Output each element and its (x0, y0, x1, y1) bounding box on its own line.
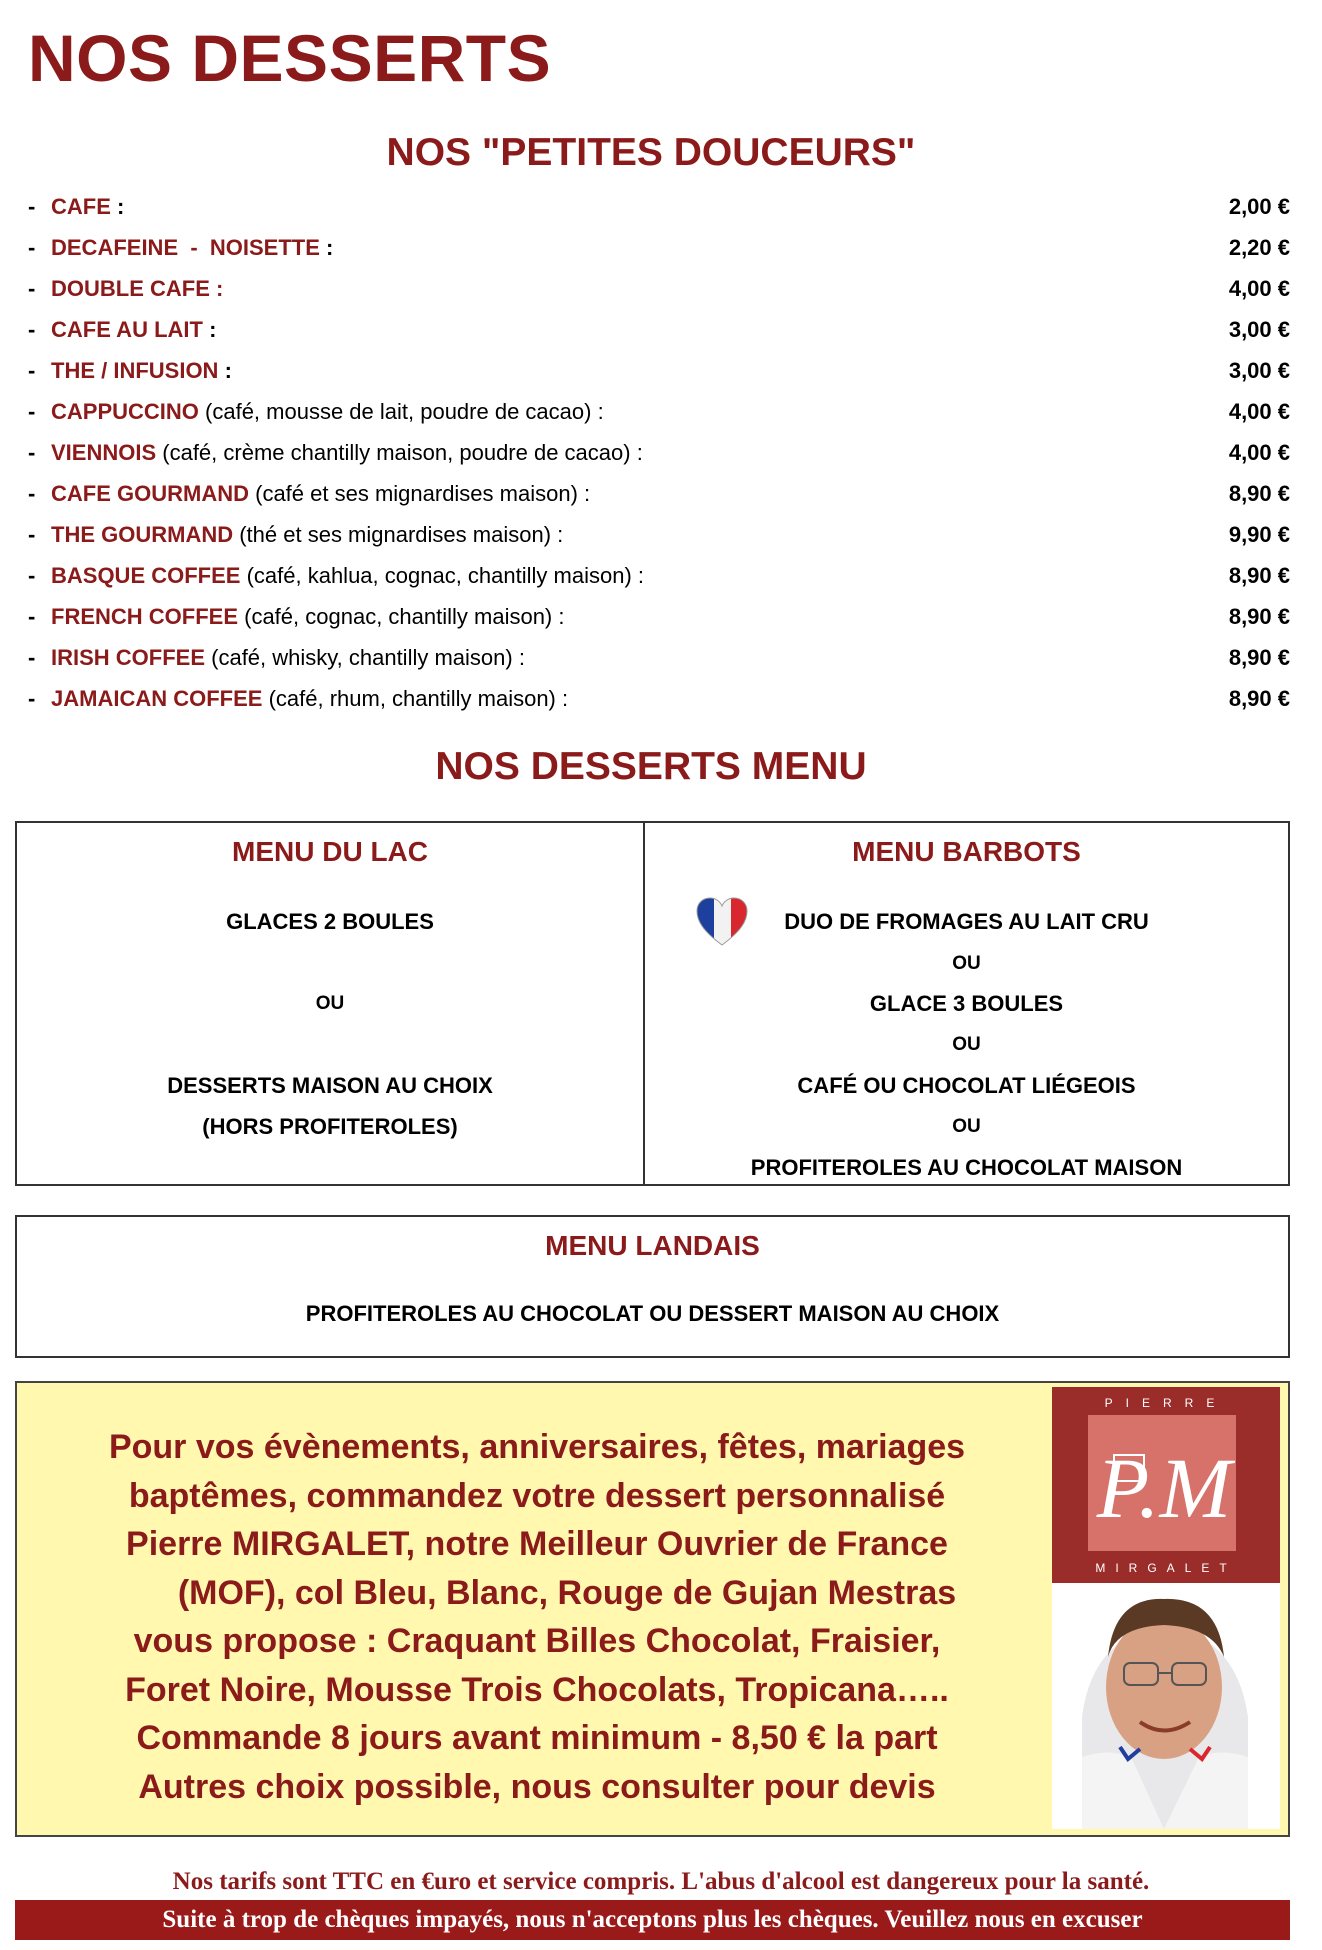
menu-du-lac-line2: DESSERTS MAISON AU CHOIX (167, 1073, 493, 1098)
menu-barbots-line1: DUO DE FROMAGES AU LAIT CRU (784, 909, 1149, 934)
menu-du-lac-box (15, 821, 645, 1186)
promo-line: Commande 8 jours avant minimum - 8,50 € la part (136, 1719, 938, 1757)
item-price: 9,90 € (1228, 522, 1290, 547)
menu-du-lac-line1: GLACES 2 BOULES (226, 909, 434, 934)
menu-barbots-title: MENU BARBOTS (852, 836, 1081, 867)
item-name: CAFE GOURMAND (51, 481, 249, 506)
item-price: 8,90 € (1228, 686, 1290, 711)
list-item: - IRISH COFFEE (café, whisky, chantilly maison) : 8,90 € (28, 637, 1290, 678)
page-title: NOS DESSERTS (28, 21, 552, 95)
item-price: 2,20 € (1228, 235, 1290, 260)
drinks-price-list (28, 186, 1290, 719)
custom-dessert-promo (15, 1381, 1290, 1837)
item-price: 4,00 € (1228, 440, 1290, 465)
promo-line: Pierre MIRGALET, notre Meilleur Ouvrier de France (126, 1525, 948, 1563)
menu-barbots-line3: CAFÉ OU CHOCOLAT LIÉGEOIS (797, 1073, 1136, 1098)
section-title-desserts-menu: NOS DESSERTS MENU (435, 745, 867, 788)
list-item: - VIENNOIS (café, crème chantilly maison, poudre de cacao) : 4,00 € (28, 432, 1290, 473)
item-name: CAFE AU LAIT (51, 317, 203, 342)
menu-du-lac-line3: (HORS PROFITEROLES) (202, 1114, 458, 1139)
list-item: - THE / INFUSION : 3,00 € (28, 350, 1290, 391)
promo-line: Autres choix possible, nous consulter pour devis (138, 1767, 936, 1806)
item-name: DOUBLE CAFE : (51, 276, 224, 301)
list-item: - DECAFEINE - NOISETTE : 2,20 € (28, 227, 1290, 268)
item-name: VIENNOIS (51, 440, 157, 465)
promo-line: Foret Noire, Mousse Trois Chocolats, Tropicana….. (125, 1670, 949, 1709)
menu-landais-title: MENU LANDAIS (545, 1230, 760, 1261)
promo-text (27, 1423, 1047, 1811)
item-name: THE / INFUSION (51, 358, 219, 383)
promo-line: baptêmes, commandez votre dessert personnalisé (128, 1476, 946, 1515)
item-price: 8,90 € (1228, 563, 1290, 588)
item-name: JAMAICAN COFFEE (51, 686, 263, 711)
menu-barbots-line4: PROFITEROLES AU CHOCOLAT MAISON (750, 1155, 1183, 1180)
menu-landais-box (15, 1215, 1290, 1358)
item-price: 3,00 € (1228, 317, 1290, 342)
item-name: CAFE (51, 194, 111, 219)
item-detail: (café, mousse de lait, poudre de cacao) : (198, 399, 604, 424)
menu-barbots-box (643, 821, 1290, 1186)
logo-top-text: PIERRE (1104, 1396, 1228, 1410)
promo-line: vous propose : Craquant Billes Chocolat, Fraisier, (133, 1622, 941, 1660)
item-price: 2,00 € (1228, 194, 1290, 219)
list-item: - JAMAICAN COFFEE (café, rhum, chantilly maison) : 8,90 € (28, 678, 1290, 719)
menu-landais-line1: PROFITEROLES AU CHOCOLAT OU DESSERT MAISON AU CHOIX (305, 1301, 1000, 1326)
logo-initials: P.M (1096, 1440, 1232, 1536)
item-price: 4,00 € (1228, 399, 1290, 424)
list-item: - CAFE GOURMAND (café et ses mignardises maison) : 8,90 € (28, 473, 1290, 514)
item-detail: (café et ses mignardises maison) : (249, 481, 591, 506)
list-item: - DOUBLE CAFE : 4,00 € (28, 268, 1290, 309)
item-detail: (café, kahlua, cognac, chantilly maison) : (240, 563, 644, 588)
item-detail: (café, rhum, chantilly maison) : (262, 686, 569, 711)
list-item: - CAFE : 2,00 € (28, 186, 1290, 227)
item-price: 8,90 € (1228, 645, 1290, 670)
section-title-petites-douceurs: NOS "PETITES DOUCEURS" (386, 131, 916, 174)
menu-barbots-or-1: OU (952, 953, 981, 974)
item-price: 3,00 € (1228, 358, 1290, 383)
item-name: DECAFEINE - NOISETTE (51, 235, 320, 260)
item-price: 8,90 € (1228, 481, 1290, 506)
item-detail: (café, cognac, chantilly maison) : (238, 604, 565, 629)
menu-barbots-line2: GLACE 3 BOULES (869, 991, 1064, 1016)
promo-line: Pour vos évènements, anniversaires, fêtes, mariages (108, 1428, 966, 1466)
logo-bottom-text: MIRGALET (1095, 1561, 1237, 1575)
pierre-mirgalet-logo-photo (1052, 1387, 1280, 1829)
menu-barbots-or-2: OU (952, 1034, 981, 1055)
item-name: CAPPUCCINO (51, 399, 199, 424)
item-name: FRENCH COFFEE (51, 604, 238, 629)
menu-du-lac-title: MENU DU LAC (232, 836, 428, 867)
item-detail: (café, whisky, chantilly maison) : (205, 645, 525, 670)
item-price: 8,90 € (1228, 604, 1290, 629)
list-item: - BASQUE COFFEE (café, kahlua, cognac, chantilly maison) : 8,90 € (28, 555, 1290, 596)
footer-pricing-note: Nos tarifs sont TTC en €uro et service compris. L'abus d'alcool est dangereux pour la santé. (172, 1868, 1150, 1895)
footer-cheque-notice: Suite à trop de chèques impayés, nous n'acceptons plus les chèques. Veuillez nous en excuser (15, 1900, 1290, 1940)
menu-barbots-or-3: OU (952, 1116, 981, 1137)
promo-line: (MOF), col Bleu, Blanc, Rouge de Gujan Mestras (177, 1573, 957, 1612)
list-item: - FRENCH COFFEE (café, cognac, chantilly maison) : 8,90 € (28, 596, 1290, 637)
item-detail: (café, crème chantilly maison, poudre de cacao) : (156, 440, 643, 465)
item-name: THE GOURMAND (51, 522, 234, 547)
list-item: - CAPPUCCINO (café, mousse de lait, poudre de cacao) : 4,00 € (28, 391, 1290, 432)
item-detail: (thé et ses mignardises maison) : (233, 522, 564, 547)
menu-du-lac-or: OU (315, 993, 345, 1014)
list-item: - THE GOURMAND (thé et ses mignardises maison) : 9,90 € (28, 514, 1290, 555)
item-name: BASQUE COFFEE (51, 563, 241, 588)
list-item: - CAFE AU LAIT : 3,00 € (28, 309, 1290, 350)
item-price: 4,00 € (1228, 276, 1290, 301)
item-name: IRISH COFFEE (51, 645, 206, 670)
